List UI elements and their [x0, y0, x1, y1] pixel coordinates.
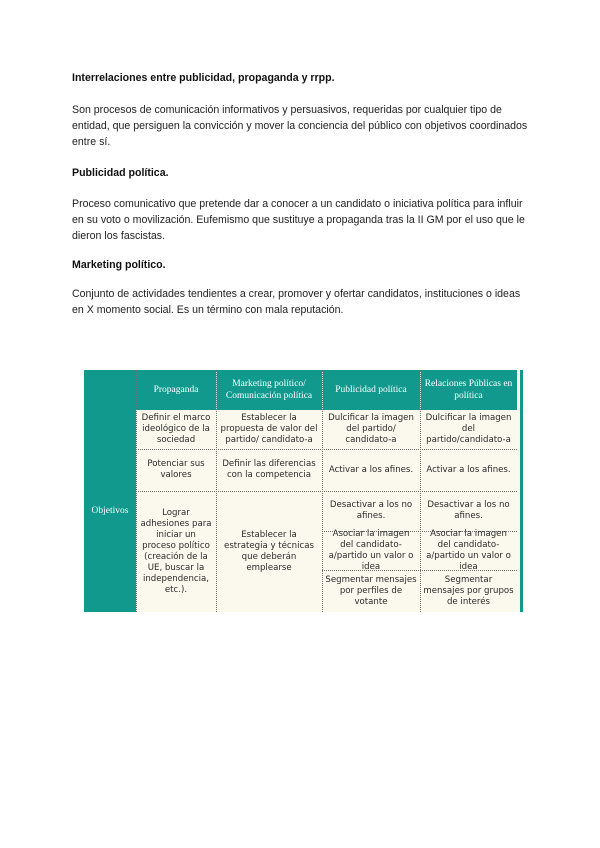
- row-label-objetivos: Objetivos: [84, 410, 136, 612]
- objectives-comparison-table: [84, 370, 523, 612]
- cell-rrpp-3: Desactivar a los no afines.: [427, 500, 510, 521]
- cell-propaganda-3: Lograr adhesiones para iniciar un proceso político (creación de la UE, buscar la independencia, etc.).: [140, 507, 212, 595]
- section-heading-publicidad: Publicidad política.: [72, 167, 169, 179]
- cell-publicidad-2: Activar a los afines.: [328, 464, 414, 475]
- cell-marketing-2: Definir las diferencias con la competencia: [222, 459, 316, 480]
- cell-propaganda-1: Definir el marco ideológico de la sociedad: [141, 413, 211, 445]
- section-paragraph-marketing: Conjunto de actividades tendientes a crear, promover y ofertar candidatos, instituciones o ideas en X momento social. Es un término con mala reputación.: [72, 288, 521, 316]
- section-paragraph-publicidad: Proceso comunicativo que pretende dar a conocer a un candidato o iniciativa política para influir en su voto o movilización. Eufemismo que sustituye a propaganda tras la II GM por el uso que le dieron los fascistas.: [72, 198, 525, 242]
- cell-publicidad-5: Segmentar mensajes por perfiles de votante: [325, 574, 417, 607]
- cell-rrpp-1: Dulcificar la imagen del partido/candidato-a: [425, 413, 512, 445]
- cell-publicidad-1: Dulcificar la imagen del partido/ candidato-a: [328, 413, 414, 445]
- cell-publicidad-4: Asociar la imagen del candidato-a/partido un valor o idea: [328, 528, 414, 572]
- cell-marketing-1: Establecer la propuesta de valor del partido/ candidato-a: [220, 413, 318, 445]
- cell-rrpp-4: Asociar la imagen del candidato-a/partido un valor o idea: [426, 528, 511, 572]
- header-rrpp: Relaciones Públicas en política: [420, 370, 517, 410]
- cell-propaganda-2: Potenciar sus valores: [147, 459, 205, 480]
- section-heading-interrelaciones: Interrelaciones entre publicidad, propaganda y rrpp.: [72, 72, 335, 84]
- section-paragraph-interrelaciones: Son procesos de comunicación informativos y persuasivos, requeridas por cualquier tipo de entidad, que persiguen la convicción y mover la conciencia del público con objetivos coordinados entre sí.: [72, 104, 528, 148]
- header-publicidad: Publicidad política: [322, 370, 420, 410]
- cell-rrpp-2: Activar a los afines.: [426, 464, 511, 475]
- header-marketing: Marketing político/ Comunicación política: [216, 370, 322, 410]
- section-heading-marketing: Marketing político.: [72, 259, 166, 271]
- cell-rrpp-5: Segmentar mensajes por grupos de interés: [423, 574, 514, 607]
- header-propaganda: Propaganda: [136, 370, 216, 410]
- cell-publicidad-3: Desactivar a los no afines.: [329, 500, 413, 521]
- cell-marketing-3: Establecer la estrategia y técnicas que deberán emplearse: [224, 529, 314, 573]
- header-corner-cell: [84, 370, 136, 410]
